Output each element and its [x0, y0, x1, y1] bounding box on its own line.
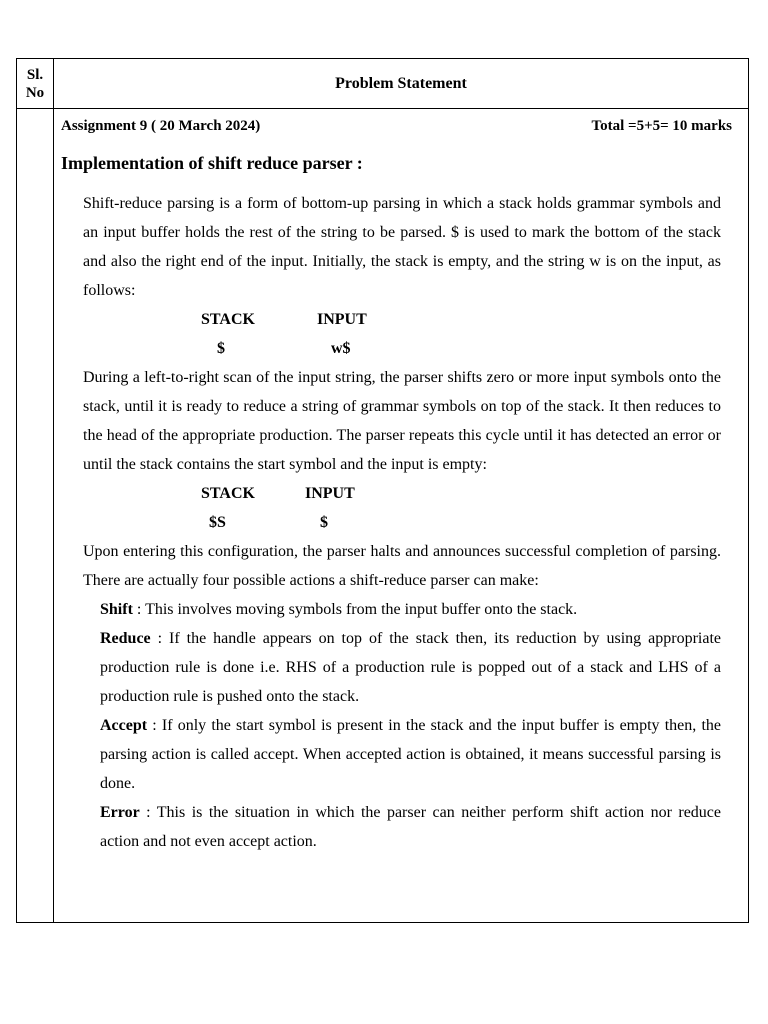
config-initial-stack-label: STACK [201, 311, 255, 328]
config-final-input-label: INPUT [305, 485, 355, 502]
slno-header [17, 66, 53, 102]
config-initial-input-value: w$ [331, 340, 351, 357]
action-error-text: : This is the situation in which the parser can neither perform shift action nor reduce action and not even accept action. [100, 804, 721, 850]
action-reduce-term: Reduce [100, 630, 151, 647]
total-marks: Total =5+5= 10 marks [591, 118, 732, 134]
section-heading: Implementation of shift reduce parser : [61, 153, 363, 173]
slno-header-line2: No [25, 85, 45, 101]
action-accept [100, 711, 721, 798]
problem-table [16, 58, 749, 923]
action-shift [100, 595, 721, 624]
slno-header-line1: Sl. [26, 67, 44, 83]
action-shift-term: Shift [100, 601, 133, 618]
column-divider [53, 59, 54, 922]
paragraph-completion: Upon entering this configuration, the parser halts and announces successful completion of parsing. There are actually four possible actions a shift-reduce parser can make: [83, 543, 721, 589]
action-reduce-text: : If the handle appears on top of the stack then, its reduction by using appropriate production rule is done i.e. RHS of a production rule is popped out of a stack and LHS of a production rule is pushed onto the stack. [100, 630, 721, 705]
header-divider [17, 108, 748, 109]
action-shift-text: : This involves moving symbols from the input buffer onto the stack. [132, 601, 578, 618]
assignment-label: Assignment 9 ( 20 March 2024) [61, 118, 261, 134]
action-reduce [100, 624, 721, 711]
config-final-input-value: $ [320, 514, 328, 531]
action-error [100, 798, 721, 856]
config-final-stack-value: $S [209, 514, 226, 531]
action-accept-text: : If only the start symbol is present in the stack and the input buffer is empty then, the parsing action is called accept. When accepted action is obtained, it means successful parsing is done. [100, 717, 721, 792]
action-error-term: Error [100, 804, 140, 821]
paragraph-intro: Shift-reduce parsing is a form of bottom-up parsing in which a stack holds grammar symbols and an input buffer holds the rest of the string to be parsed. $ is used to mark the bottom of the stack and also the right end of the input. Initially, the stack is empty, and the string w is on the input, as follows: [83, 195, 721, 299]
problem-statement-header: Problem Statement [335, 75, 467, 92]
config-initial-stack-value: $ [217, 340, 225, 357]
action-accept-term: Accept [100, 717, 148, 734]
config-final-stack-label: STACK [201, 485, 255, 502]
config-initial-input-label: INPUT [317, 311, 367, 328]
paragraph-scan: During a left-to-right scan of the input string, the parser shifts zero or more input symbols onto the stack, until it is ready to reduce a string of grammar symbols on top of the stack. It then reduces to the head of the appropriate production. The parser repeats this cycle until it has detected an error or until the stack contains the start symbol and the input is empty: [83, 369, 721, 473]
